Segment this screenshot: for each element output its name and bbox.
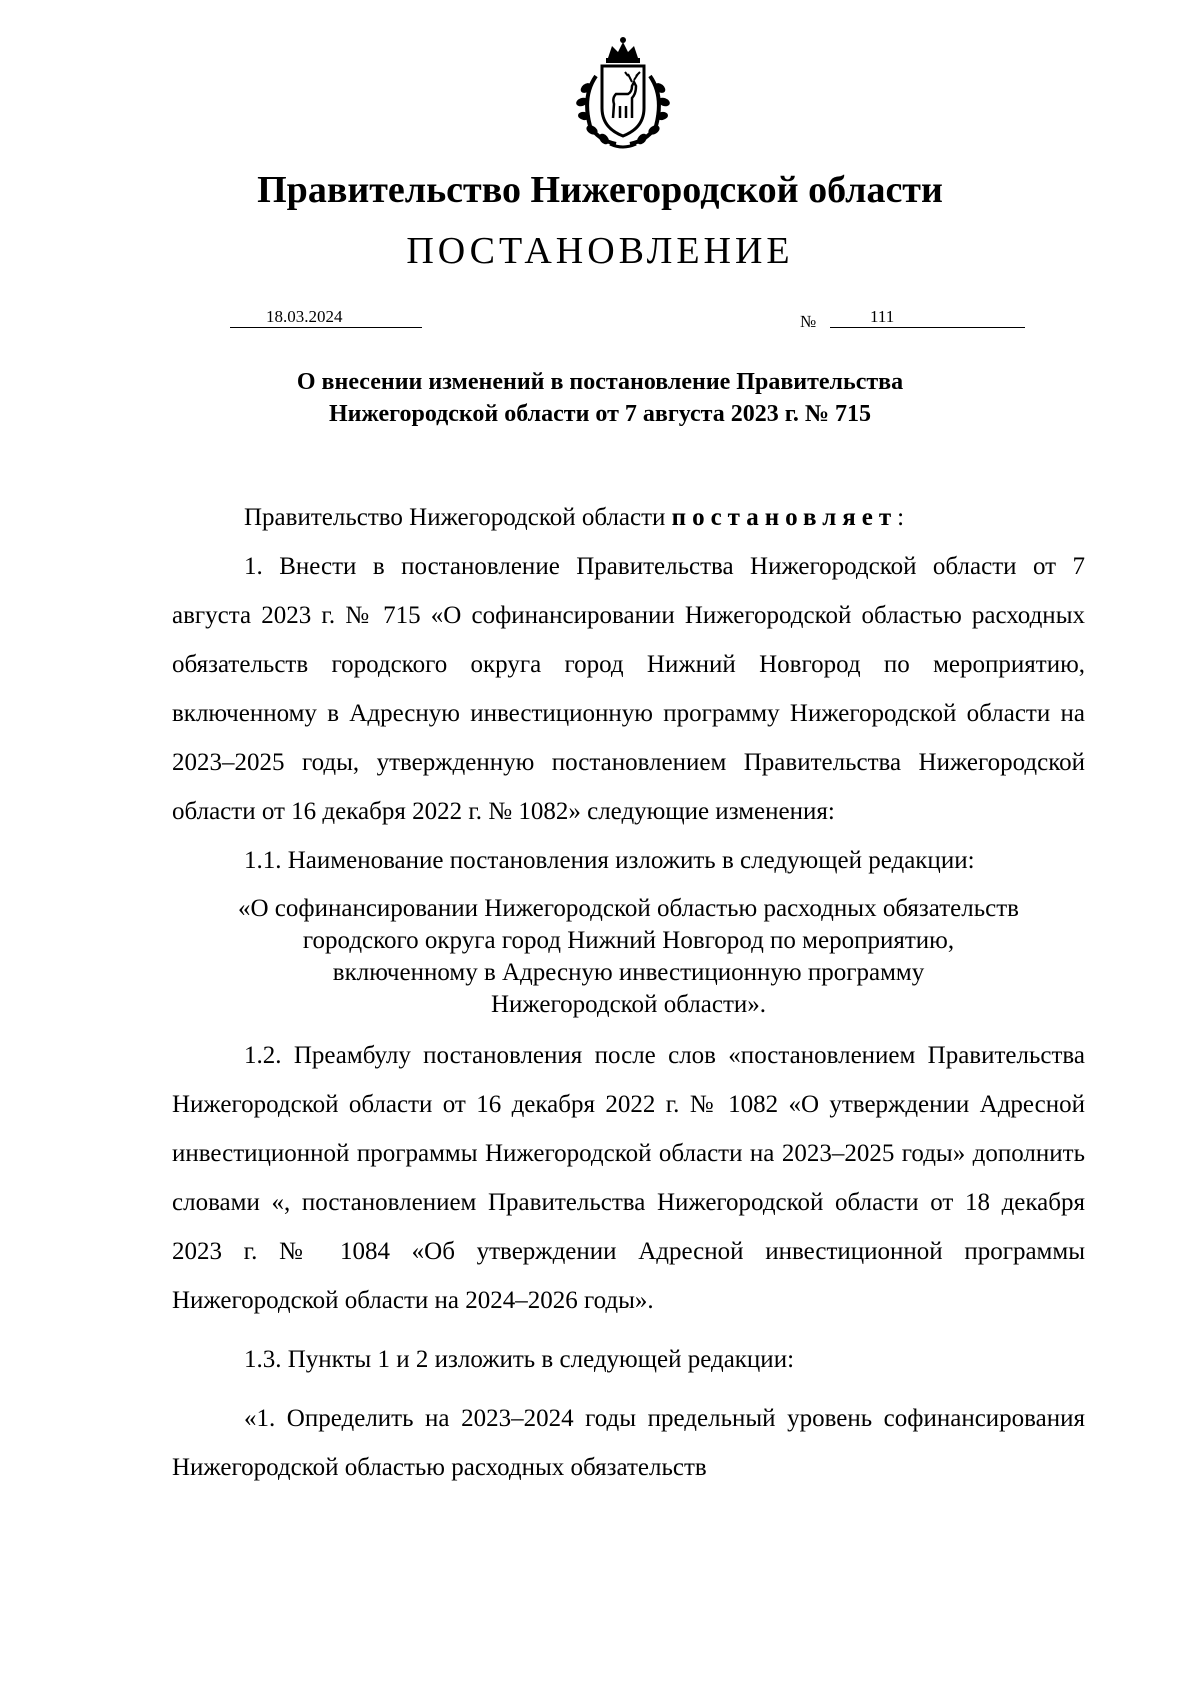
document-number: 111 bbox=[830, 307, 1025, 328]
intro-paragraph bbox=[172, 493, 1085, 542]
document-date: 18.03.2024 bbox=[230, 307, 422, 328]
subject-line: Нижегородской области от 7 августа 2023 г. № 715 bbox=[328, 401, 872, 427]
quote-line: городского округа город Нижний Новгород по мероприятию, bbox=[302, 927, 955, 954]
intro-prefix: Правительство Нижегородской области bbox=[244, 504, 672, 531]
number-label: № bbox=[800, 312, 817, 331]
quote-line: «О софинансировании Нижегородской областью расходных обязательств bbox=[238, 895, 1019, 922]
quote-line: включенному в Адресную инвестиционную программу bbox=[332, 959, 925, 986]
paragraph-1-1: 1.1. Наименование постановления изложить в следующей редакции: bbox=[244, 847, 975, 874]
document-subject bbox=[150, 366, 1050, 430]
intro-verb: постановляет bbox=[671, 504, 898, 531]
subject-line: О внесении изменений в постановление Правительства bbox=[296, 369, 904, 395]
title-quote bbox=[172, 893, 1085, 1021]
government-name: Правительство Нижегородской области bbox=[257, 169, 943, 211]
quote-line: Нижегородской области». bbox=[490, 991, 767, 1018]
paragraph-1: 1. Внести в постановление Правительства Нижегородской области от 7 августа 2023 г. № 715 «О софинансировании Нижегородской областью расходных обязательств городского округа город Нижний Новгород по мероприятию, включенному в Адресную инвестиционную программу Нижегородской области на 2023–2025 годы, утвержденную постановлением Правительства Нижегородской области от 16 декабря 2022 г. № 1082» следующие изменения: bbox=[172, 553, 1085, 825]
document-type: ПОСТАНОВЛЕНИЕ bbox=[406, 230, 794, 272]
paragraph-1-3-quote: «1. Определить на 2023–2024 годы предельный уровень софинансирования Нижегородской областью расходных обязательств bbox=[172, 1405, 1085, 1481]
paragraph-1-2: 1.2. Преамбулу постановления после слов «постановлением Правительства Нижегородской области от 16 декабря 2022 г. № 1082 «О утверждении Адресной инвестиционной программы Нижегородской области на 2023–2025 годы» дополнить словами «, постановлением Правительства Нижегородской области от 18 декабря 2023 г. № 1084 «Об утверждении Адресной инвестиционной программы Нижегородской области на 2024–2026 годы». bbox=[172, 1042, 1085, 1314]
document-body bbox=[172, 493, 1085, 1492]
coat-of-arms-icon bbox=[568, 36, 678, 151]
paragraph-1-3: 1.3. Пункты 1 и 2 изложить в следующей редакции: bbox=[244, 1346, 795, 1373]
intro-suffix: : bbox=[897, 504, 905, 531]
